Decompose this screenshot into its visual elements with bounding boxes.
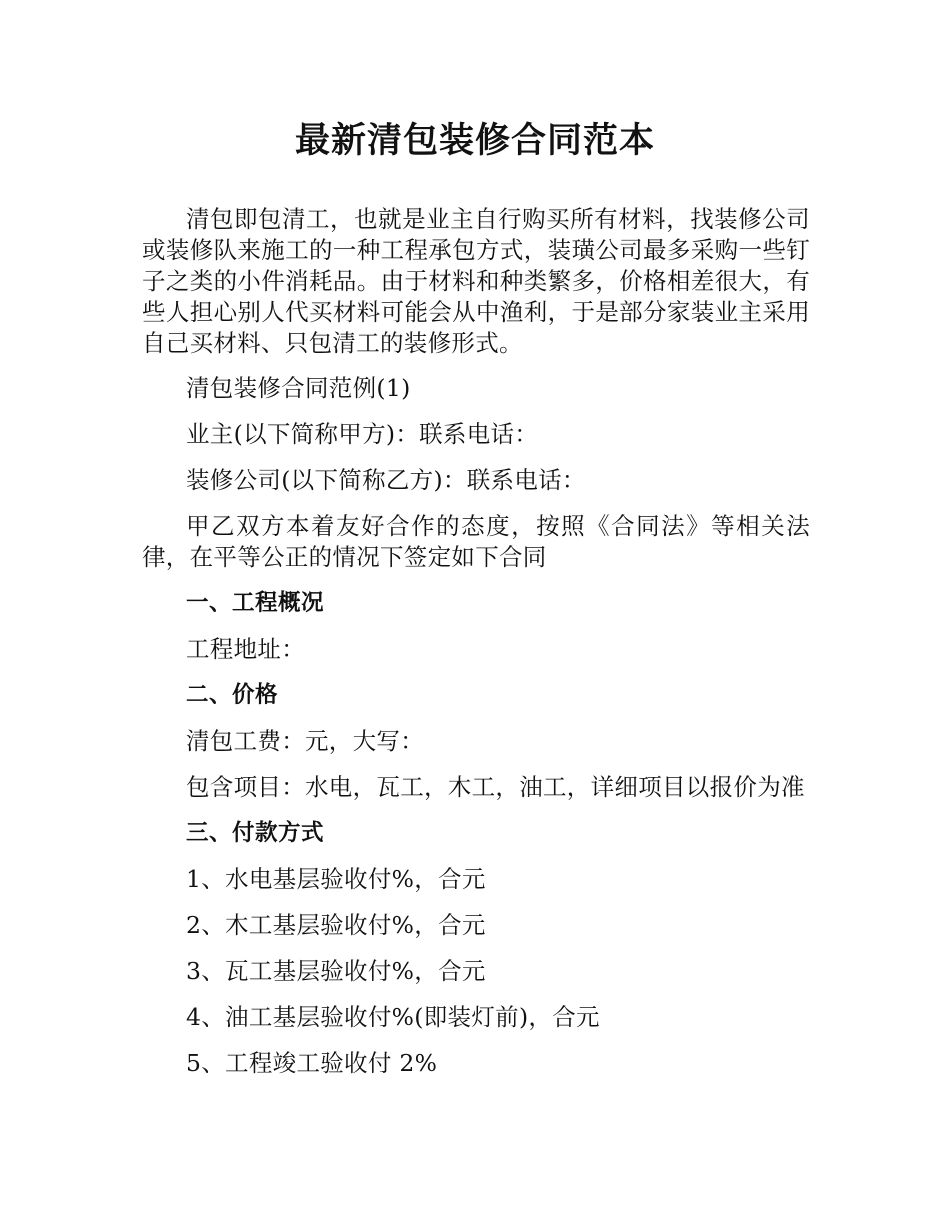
payment-item: 2、木工基层验收付%，合元 bbox=[186, 911, 486, 939]
payment-item: 4、油工基层验收付%(即装灯前)，合元 bbox=[186, 1003, 600, 1031]
payment-item: 5、工程竣工验收付 2% bbox=[186, 1049, 438, 1077]
project-address-line: 工程地址： bbox=[186, 635, 305, 663]
payment-item: 1、水电基层验收付%，合元 bbox=[186, 865, 486, 893]
labor-fee-line: 清包工费：元，大写： bbox=[186, 727, 424, 755]
party-a-line: 业主(以下简称甲方)：联系电话： bbox=[186, 420, 539, 448]
payment-item: 3、瓦工基层验收付%，合元 bbox=[186, 957, 486, 985]
intro-paragraph: 清包即包清工，也就是业主自行购买所有材料，找装修公司或装修队来施工的一种工程承包方式，装璜公司最多采购一些钉子之类的小件消耗品。由于材料和种类繁多，价格相差很大，有些人担心别人代买材料可能会从中渔利，于是部分家装业主采用自己买材料、只包清工的装修形式。 bbox=[142, 205, 810, 357]
document-title: 最新清包装修合同范本 bbox=[294, 121, 655, 161]
party-b-line: 装修公司(以下简称乙方)：联系电话： bbox=[186, 466, 586, 494]
agreement-paragraph: 甲乙双方本着友好合作的态度，按照《合同法》等相关法律，在平等公正的情况下签定如下合同 bbox=[142, 512, 810, 571]
section-2-heading: 二、价格 bbox=[186, 682, 279, 708]
example-title: 清包装修合同范例(1) bbox=[186, 374, 411, 402]
section-1-heading: 一、工程概况 bbox=[186, 590, 325, 616]
section-3-heading: 三、付款方式 bbox=[186, 820, 325, 846]
document-body bbox=[142, 204, 810, 1094]
included-items-line: 包含项目：水电，瓦工，木工，油工，详细项目以报价为准 bbox=[186, 773, 805, 801]
